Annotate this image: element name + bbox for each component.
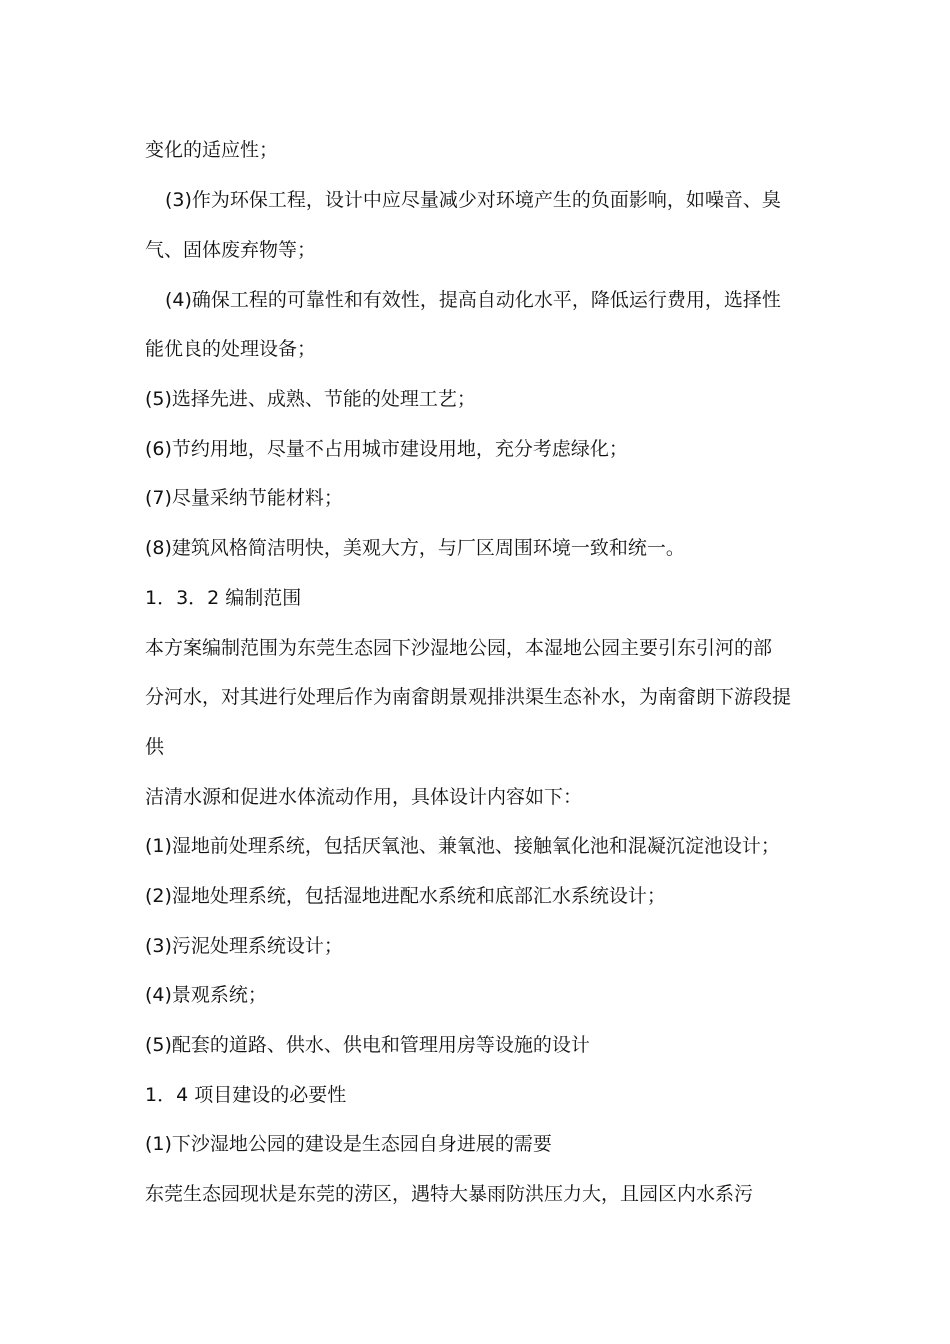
list-item: (3)污泥处理系统设计；: [145, 935, 343, 957]
paragraph-line: (4)确保工程的可靠性和有效性，提高自动化水平，降低运行费用，选择性: [165, 289, 781, 311]
paragraph-line: 洁清水源和促进水体流动作用，具体设计内容如下：: [145, 786, 583, 808]
list-item: (2)湿地处理系统，包括湿地进配水系统和底部汇水系统设计；: [145, 885, 666, 907]
section-heading: 1．4 项目建设的必要性: [145, 1084, 347, 1106]
paragraph-line: (3)作为环保工程，设计中应尽量减少对环境产生的负面影响，如噪音、臭: [165, 189, 781, 211]
list-item: (7)尽量采纳节能材料；: [145, 487, 343, 509]
paragraph-line: 分河水，对其进行处理后作为南畲朗景观排洪渠生态补水，为南畲朗下游段提: [145, 686, 792, 708]
paragraph-line: 能优良的处理设备；: [145, 338, 317, 360]
list-item: (5)配套的道路、供水、供电和管理用房等设施的设计: [145, 1034, 590, 1056]
subheading: (1)下沙湿地公园的建设是生态园自身进展的需要: [145, 1133, 552, 1155]
paragraph-line: 本方案编制范围为东莞生态园下沙湿地公园，本湿地公园主要引东引河的部: [145, 637, 773, 659]
list-item: (6)节约用地，尽量不占用城市建设用地，充分考虑绿化；: [145, 438, 628, 460]
list-item: (5)选择先进、成熟、节能的处理工艺；: [145, 388, 476, 410]
list-item: (1)湿地前处理系统，包括厌氧池、兼氧池、接触氧化池和混凝沉淀池设计；: [145, 835, 780, 857]
list-item: (4)景观系统；: [145, 984, 267, 1006]
paragraph-line: 气、固体废弃物等；: [145, 239, 317, 261]
paragraph-line: 东莞生态园现状是东莞的涝区，遇特大暴雨防洪压力大，且园区内水系污: [145, 1183, 754, 1205]
list-item: (8)建筑风格简洁明快，美观大方，与厂区周围环境一致和统一。: [145, 537, 685, 559]
section-heading: 1．3．2 编制范围: [145, 587, 302, 609]
paragraph-line: 变化的适应性；: [145, 139, 279, 161]
paragraph-line: 供: [145, 736, 165, 758]
